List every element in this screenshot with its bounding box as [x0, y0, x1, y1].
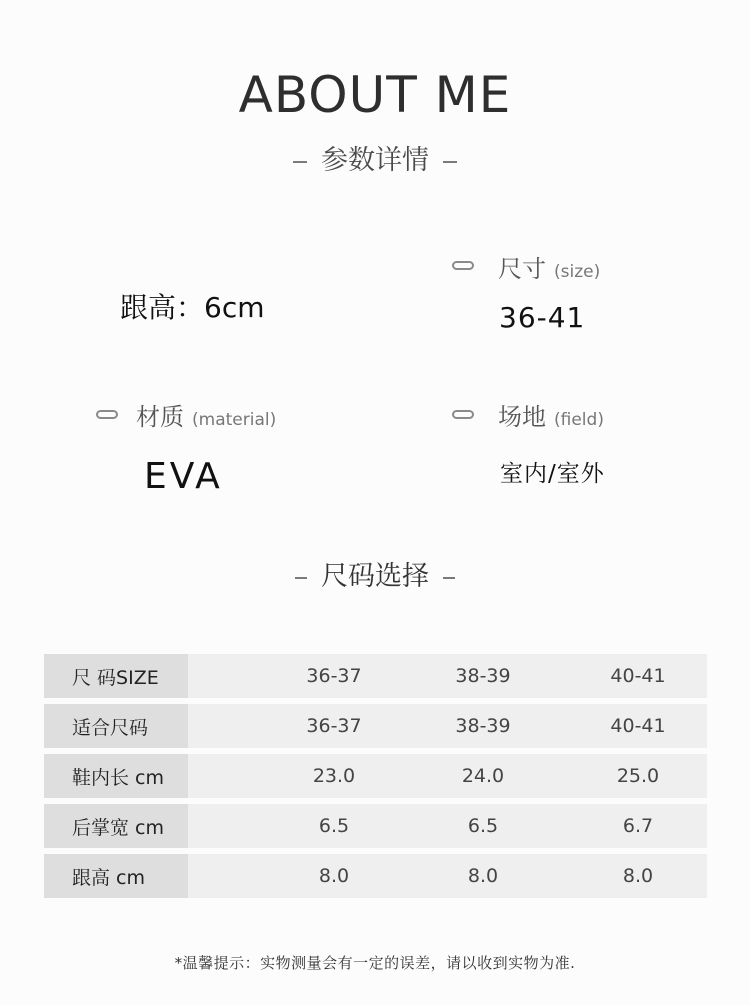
table-cell: 8.0	[467, 865, 499, 887]
table-row	[44, 804, 707, 848]
pill-icon	[452, 410, 474, 419]
table-cell: 23.0	[312, 765, 356, 787]
row-header: 鞋内长 cm	[44, 754, 188, 798]
table-cell: 6.5	[318, 815, 350, 837]
heel-height-text: 跟高：6cm	[120, 291, 265, 324]
table-row	[44, 854, 707, 898]
dash-left	[295, 577, 307, 579]
dash-right	[443, 577, 455, 579]
row-header: 后掌宽 cm	[44, 804, 188, 848]
row-header: 跟高 cm	[44, 854, 188, 898]
table-row	[44, 704, 707, 748]
row-cells	[188, 804, 707, 848]
section-title-text: 尺码选择	[321, 561, 429, 592]
size-label-en: (size)	[554, 262, 601, 282]
subtitle-text: 参数详情	[321, 145, 429, 176]
field-label	[498, 397, 604, 432]
material-label	[136, 397, 276, 432]
material-label-text: 材质	[136, 403, 184, 431]
page-title: ABOUT ME	[238, 66, 512, 124]
field-value: 室内/室外	[500, 461, 605, 487]
table-row	[44, 654, 707, 698]
section-title-size	[0, 554, 750, 593]
table-cell: 24.0	[461, 765, 505, 787]
size-value: 36-41	[499, 301, 586, 334]
table-cell: 8.0	[318, 865, 350, 887]
section-subtitle-params	[0, 138, 750, 177]
row-header: 尺 码SIZE	[44, 654, 188, 698]
row-cells	[188, 654, 707, 698]
table-cell: 25.0	[616, 765, 660, 787]
size-label-text: 尺寸	[498, 255, 546, 283]
table-cell: 6.7	[622, 815, 654, 837]
pill-icon	[452, 261, 474, 270]
field-label-en: (field)	[554, 410, 604, 430]
table-cell: 36-37	[306, 715, 362, 737]
pill-icon	[96, 410, 118, 419]
material-label-en: (material)	[192, 410, 277, 430]
dash-right	[443, 161, 457, 163]
dash-left	[293, 161, 307, 163]
table-cell: 8.0	[622, 865, 654, 887]
table-row	[44, 754, 707, 798]
row-header: 适合尺码	[44, 704, 188, 748]
table-cell: 36-37	[306, 665, 362, 687]
row-cells	[188, 854, 707, 898]
table-cell: 38-39	[455, 715, 511, 737]
footer-note: *温馨提示：实物测量会有一定的误差，请以收到实物为准.	[174, 954, 576, 972]
field-label-text: 场地	[498, 403, 546, 431]
row-cells	[188, 704, 707, 748]
row-cells	[188, 754, 707, 798]
table-cell: 40-41	[610, 665, 666, 687]
material-value: EVA	[144, 456, 223, 497]
size-table	[44, 654, 707, 904]
table-cell: 38-39	[455, 665, 511, 687]
table-cell: 40-41	[610, 715, 666, 737]
size-label	[498, 249, 600, 284]
table-cell: 6.5	[467, 815, 499, 837]
